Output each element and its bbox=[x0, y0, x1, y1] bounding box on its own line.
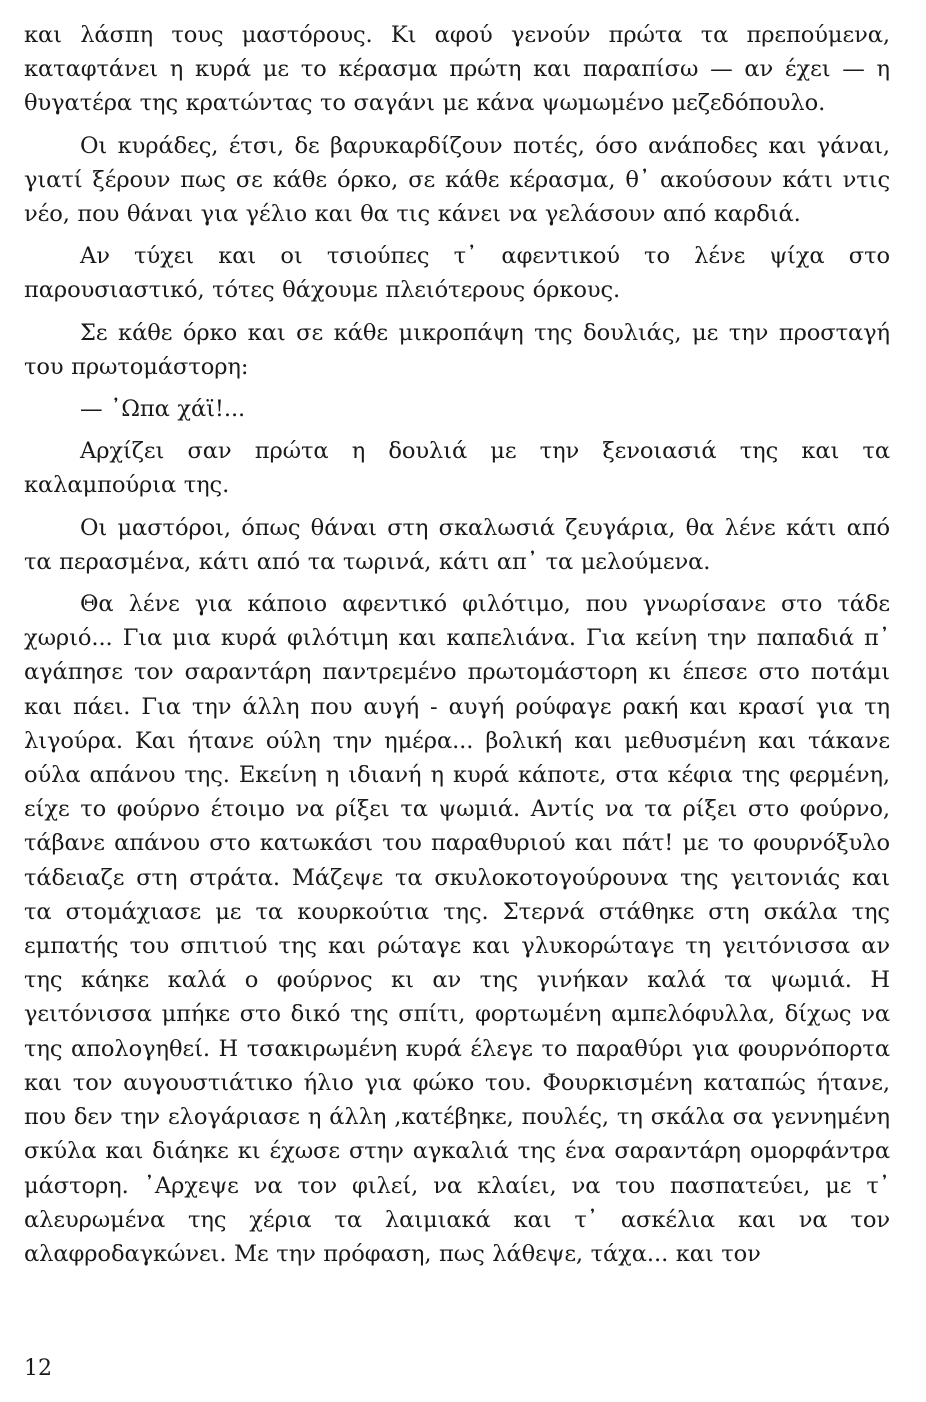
paragraph-3: Αν τύχει και οι τσιούπες τ᾽ αφεντικού το λένε ψίχα στο παρουσιαστικό, τότες θάχουμε πλειότερους όρκους. bbox=[24, 243, 890, 304]
page-number: 12 bbox=[24, 1356, 52, 1381]
paragraph-dialog: — ᾽Ωπα χάϊ!... bbox=[80, 396, 246, 423]
page-body bbox=[24, 18, 890, 1279]
paragraph-4: Σε κάθε όρκο και σε κάθε μικροπάψη της δουλιάς, με την προσταγή του πρωτομάστορη: bbox=[24, 319, 890, 380]
paragraph-8: Θα λένε για κάποιο αφεντικό φιλότιμο, που γνωρίσανε στο τάδε χωριό... Για μια κυρά φιλότιμη και καπελιάνα. Για κείνη την παπαδιά π᾽ αγάπησε τον σαραντάρη παντρεμένο πρωτομάστορη κι έπεσε στο ποτάμι και πάει. Για την άλλη που αυγή - αυγή ρούφαγε ρακή και κρασί για τη λιγούρα. Και ήτανε ούλη την ημέρα... βολική και μεθυσμένη και τάκανε ούλα απάνου της. Εκείνη η ιδιανή η κυρά κάποτε, στα κέφια της φερμένη, είχε το φούρνο έτοιμο να ρίξει τα ψωμιά. Αντίς να τα ρίξει στο φούρνο, τάβανε απάνου στο κατωκάσι του παραθυριού και πάτ! με το φουρνόξυλο τάδειαζε στη στράτα. Μάζεψε τα σκυλοκοτογούρουνα της γειτονιάς και τα στομάχιασε με τα κουρκούτια της. Στερνά στάθηκε στη σκάλα της εμπατής του σπιτιού της και ρώταγε και γλυκορώταγε τη γειτόνισσα αν της κάηκε καλά ο φούρνος κι αν της γινήκαν καλά τα ψωμιά. Η γειτόνισσα μπήκε στο δικό της σπίτι, φορτωμένη αμπελόφυλλα, δίχως να της απολογηθεί. Η τσακιρωμένη κυρά έλεγε το παραθύρι για φουρνόπορτα και τον αυγουστιάτικο ήλιο για φώκο του. Φουρκισμένη καταπώς ήτανε, που δεν την ελογάριασε η άλλη ,κατέβηκε, πουλές, τη σκάλα σα γεννημένη σκύλα και διάηκε κι έχωσε στην αγκαλιά της ένα σαραντάρη ομορφάντρα μάστορη. ᾽Αρχεψε να τον φιλεί, να κλαίει, να του πασπατεύει, με τ᾽ αλευρωμένα της χέρια τα λαιμιακά και τ᾽ ασκέλια και να τον αλαφροδαγκώνει. Με την πρόφαση, πως λάθεψε, τάχα... και τον bbox=[24, 591, 890, 1267]
paragraph-1: και λάσπη τους μαστόρους. Κι αφού γενούν πρώτα τα πρεπούμενα, καταφτάνει η κυρά με το κέρασμα πρώτη και παραπίσω — αν έχει — η θυγατέρα της κρατώντας το σαγάνι με κάνα ψωμωμένο μεζεδόπουλο. bbox=[24, 22, 890, 117]
paragraph-2: Οι κυράδες, έτσι, δε βαρυκαρδίζουν ποτές, όσο ανάποδες και γάναι, γιατί ξέρουν πως σε κάθε όρκο, σε κάθε κέρασμα, θ᾽ ακούσουν κάτι ντις νέο, που θάναι για γέλιο και θα τις κάνει να γελάσουν από καρδιά. bbox=[24, 132, 890, 228]
paragraph-6: Αρχίζει σαν πρώτα η δουλιά με την ξενοιασιά της και τα καλαμπούρια της. bbox=[24, 438, 890, 499]
paragraph-7: Οι μαστόροι, όπως θάναι στη σκαλωσιά ζευγάρια, θα λένε κάτι από τα περασμένα, κάτι από τα τωρινά, κάτι απ᾽ τα μελούμενα. bbox=[24, 514, 890, 575]
